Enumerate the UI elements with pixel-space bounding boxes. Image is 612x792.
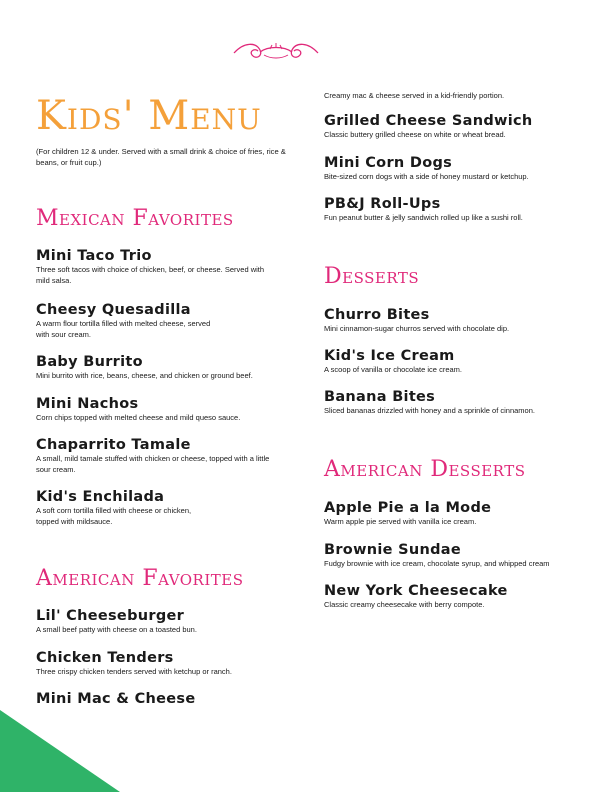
corner-triangle-decoration: [0, 710, 120, 792]
menu-item: [36, 354, 296, 382]
item-name: Kid's Ice Cream: [324, 348, 455, 364]
flourish-ornament: [226, 36, 326, 66]
menu-intro: (For children 12 & under. Served with a small drink & choice of fries, rice & beans, or fruit cup.): [36, 147, 286, 167]
item-name: Chicken Tenders: [36, 650, 174, 666]
item-desc: Mini burrito with rice, beans, cheese, and chicken or ground beef.: [36, 371, 253, 380]
menu-item: [36, 396, 296, 424]
item-name: Baby Burrito: [36, 354, 143, 370]
item-name: Mini Taco Trio: [36, 248, 152, 264]
item-desc: Fudgy brownie with ice cream, chocolate syrup, and whipped cream: [324, 559, 550, 568]
menu-item: [36, 302, 296, 340]
section-title-desserts: Desserts: [324, 264, 420, 289]
item-name: Banana Bites: [324, 389, 436, 405]
menu-item: [324, 389, 584, 417]
menu-item: [324, 348, 584, 376]
item-name: Mini Nachos: [36, 396, 139, 412]
item-desc: Three soft tacos with choice of chicken, beef, or cheese. Served with mild salsa.: [36, 265, 265, 285]
item-desc: Sliced bananas drizzled with honey and a sprinkle of cinnamon.: [324, 406, 535, 415]
item-desc: A warm flour tortilla filled with melted cheese, served with sour cream.: [36, 319, 211, 339]
menu-item: [324, 583, 584, 611]
section-title-american-desserts: American Desserts: [324, 457, 526, 482]
item-name: Mini Corn Dogs: [324, 155, 453, 171]
item-name: Brownie Sundae: [324, 542, 462, 558]
item-name: PB&J Roll-Ups: [324, 196, 441, 212]
item-name: Cheesy Quesadilla: [36, 302, 191, 318]
menu-item: [324, 196, 584, 224]
item-name: Kid's Enchilada: [36, 489, 165, 505]
item-desc: Warm apple pie served with vanilla ice cream.: [324, 517, 477, 526]
item-desc: Classic creamy cheesecake with berry compote.: [324, 600, 485, 609]
section-title-american: American Favorites: [36, 566, 244, 591]
menu-item: [36, 650, 296, 678]
menu-item: [36, 248, 296, 286]
item-desc: A small beef patty with cheese on a toasted bun.: [36, 625, 197, 634]
menu-item: [36, 437, 296, 475]
item-name: Churro Bites: [324, 307, 430, 323]
menu-item: [324, 113, 584, 141]
item-desc: A soft corn tortilla filled with cheese or chicken, topped with mildsauce.: [36, 506, 192, 526]
item-name: Apple Pie a la Mode: [324, 500, 492, 516]
item-name: Lil' Cheeseburger: [36, 608, 185, 624]
item-desc: A small, mild tamale stuffed with chicken or cheese, topped with a little sour cream.: [36, 454, 270, 474]
menu-item: [36, 608, 296, 636]
menu-item: [324, 155, 584, 183]
item-name: Grilled Cheese Sandwich: [324, 113, 533, 129]
section-title-mexican: Mexican Favorites: [36, 206, 234, 231]
menu-title: Kids' Menu: [36, 93, 262, 139]
item-desc: Classic buttery grilled cheese on white or wheat bread.: [324, 130, 506, 139]
menu-item: [324, 542, 584, 570]
item-desc-continued: Creamy mac & cheese served in a kid-friendly portion.: [324, 91, 505, 100]
item-desc: Corn chips topped with melted cheese and mild queso sauce.: [36, 413, 241, 422]
item-desc: Three crispy chicken tenders served with ketchup or ranch.: [36, 667, 232, 676]
menu-item: [36, 691, 296, 708]
item-name: Chaparrito Tamale: [36, 437, 191, 453]
menu-item: [324, 307, 584, 335]
menu-item: [324, 500, 584, 528]
item-desc: Fun peanut butter & jelly sandwich rolled up like a sushi roll.: [324, 213, 523, 222]
item-desc: A scoop of vanilla or chocolate ice cream.: [324, 365, 462, 374]
menu-item: [36, 489, 296, 527]
item-desc: Mini cinnamon-sugar churros served with chocolate dip.: [324, 324, 510, 333]
item-name: Mini Mac & Cheese: [36, 691, 196, 707]
item-desc: Bite-sized corn dogs with a side of honey mustard or ketchup.: [324, 172, 529, 181]
item-name: New York Cheesecake: [324, 583, 508, 599]
